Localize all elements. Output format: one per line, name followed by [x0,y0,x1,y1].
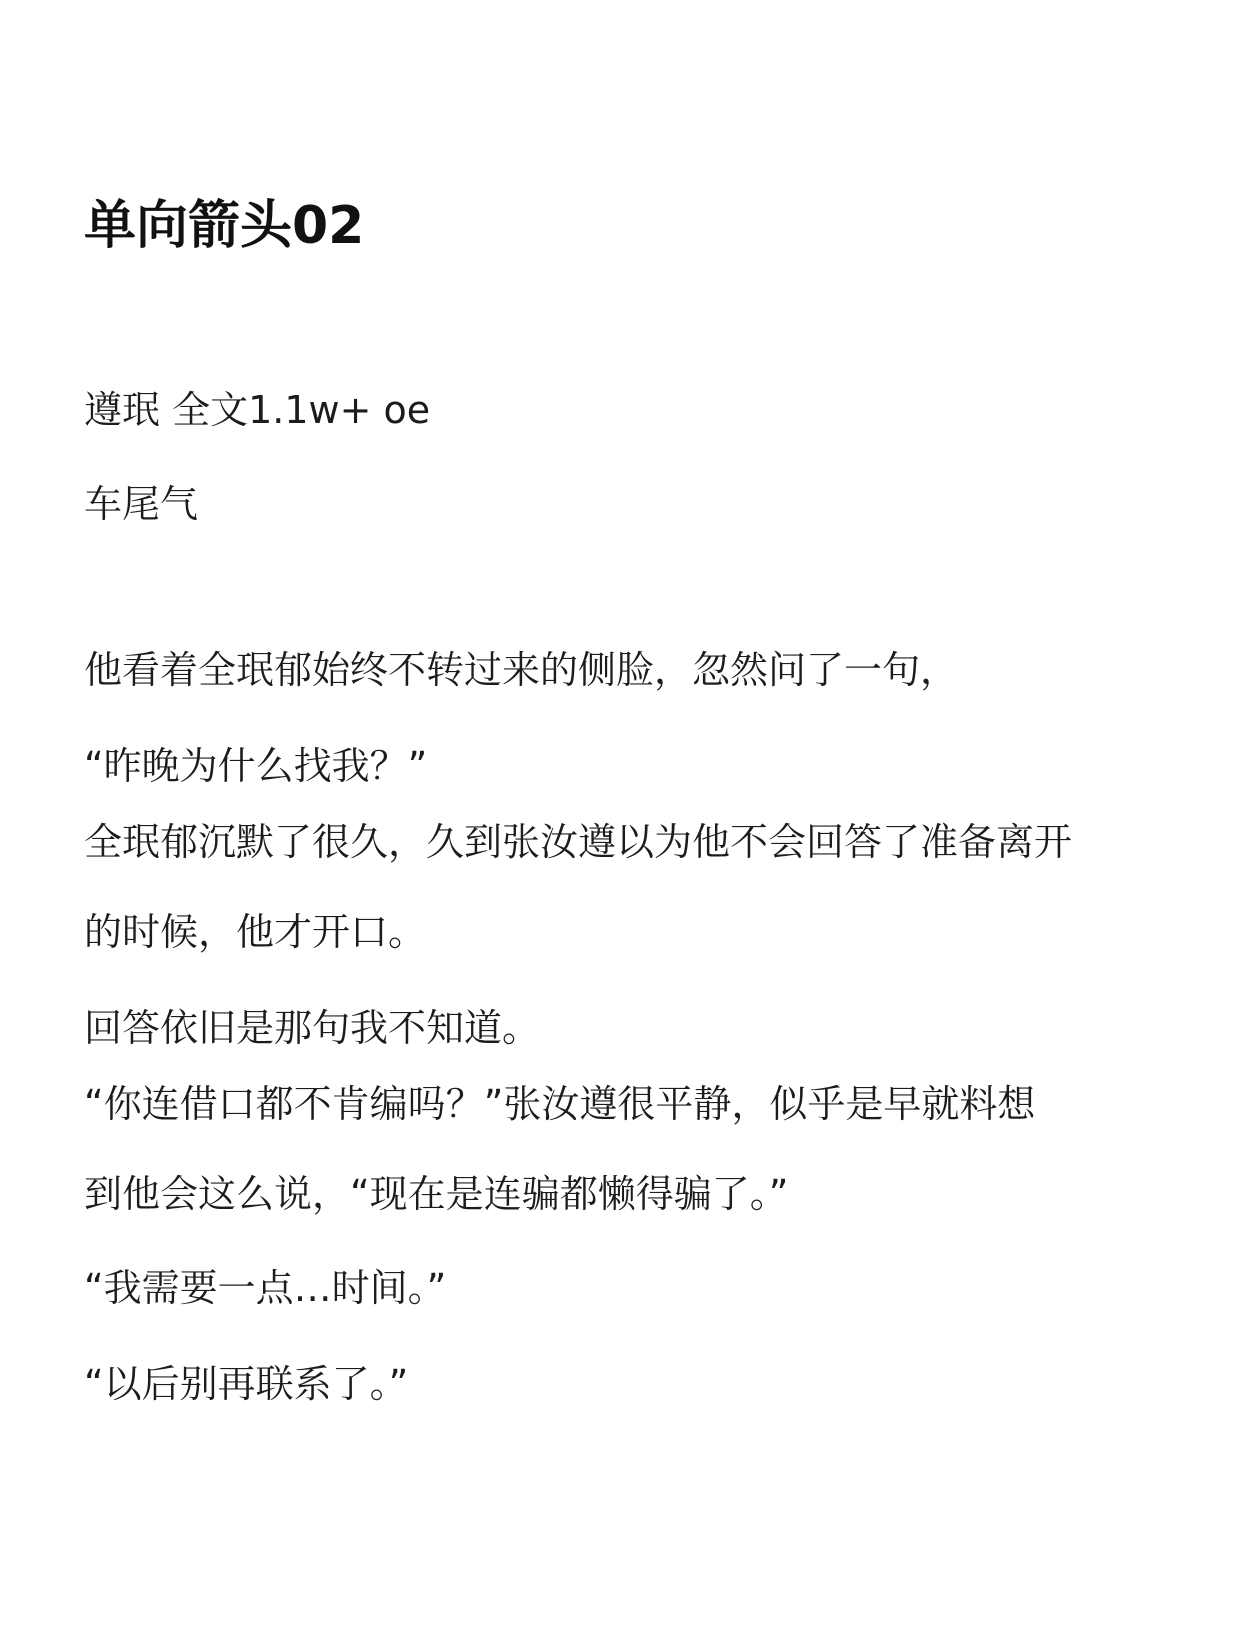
paragraph-5-line-2: 到他会这么说，“现在是连骗都懒得骗了。” [84,1172,789,1216]
paragraph-3-line-2: 的时候，他才开口。 [84,910,427,954]
meta-line-pairing: 遵珉 全文1.1w+ oe [84,388,431,432]
paragraph-1: 他看着全珉郁始终不转过来的侧脸，忽然问了一句， [84,648,959,692]
page-title: 单向箭头02 [84,196,365,256]
paragraph-3-line-1: 全珉郁沉默了很久，久到张汝遵以为他不会回答了准备离开 [84,820,1073,864]
paragraph-5-line-1: “你连借口都不肯编吗？”张汝遵很平静，似乎是早就料想 [84,1082,1036,1126]
meta-line-tag: 车尾气 [84,482,199,526]
paragraph-6: “我需要一点…时间。” [84,1266,447,1310]
paragraph-4: 回答依旧是那句我不知道。 [84,1006,541,1050]
paragraph-7: “以后别再联系了。” [84,1362,409,1406]
paragraph-2: “昨晚为什么找我？” [84,744,428,788]
